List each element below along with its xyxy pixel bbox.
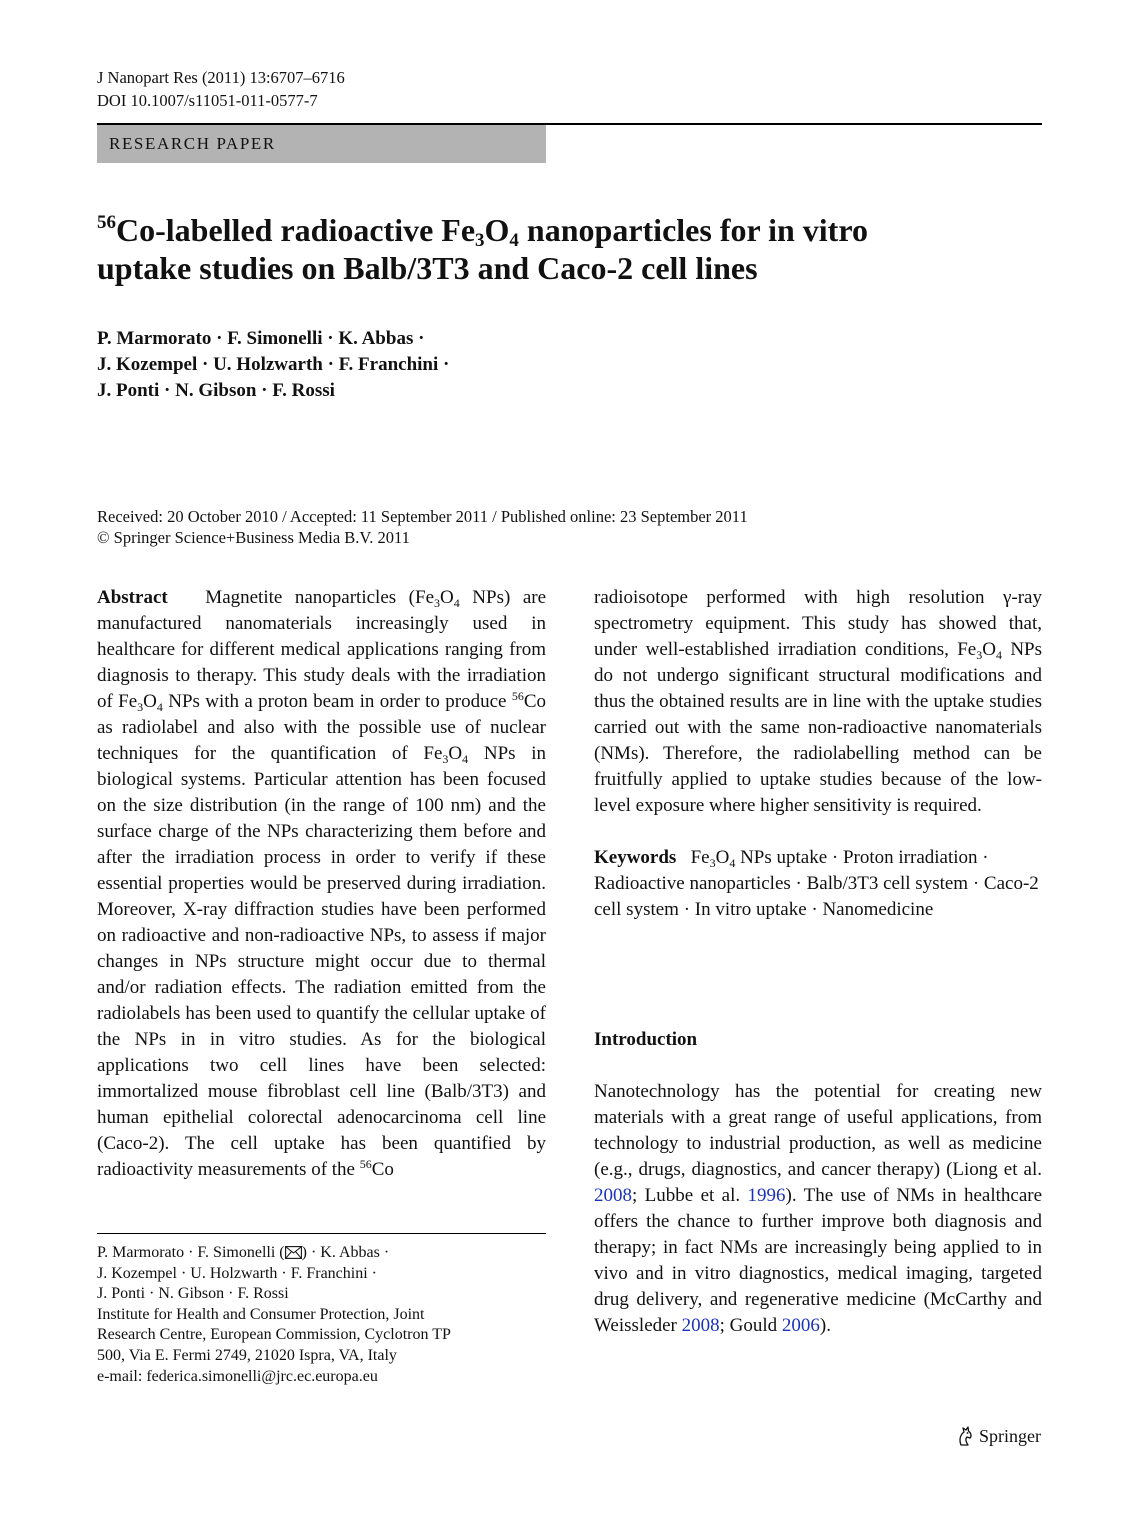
abstract-text: NPs) are manufactured nanomaterials increasingly used in healthcare for different medical applications ranging from diagnosis to therapy. This study deals with the irradiation of Fe: [97, 587, 547, 712]
journal-header: [97, 66, 345, 112]
sub: 4: [462, 752, 469, 766]
sub: 4: [453, 596, 460, 610]
citation-link[interactable]: 1996: [747, 1185, 786, 1206]
sub: 3: [434, 596, 441, 610]
abstract-text: NPs with a proton beam in order to produce: [162, 691, 512, 712]
publisher-name: Springer: [979, 1426, 1041, 1446]
footnote-text: ) · K. Abbas ·: [301, 1244, 390, 1261]
footnote-line: [97, 1243, 546, 1264]
abstract-text: Magnetite nanoparticles (Fe: [205, 587, 435, 608]
sub: 4: [995, 648, 1002, 662]
footnote-line: J. Ponti · N. Gibson · F. Rossi: [97, 1285, 289, 1303]
abstract-text: NPs in biological systems. Particular attention has been focused on the size distribution (in the range of 100 nm) and the surface charge of the NPs characterizing them before and after the irradiation process in order to verify if these essential properties would be preserved during irradiation. Moreover, X-ray diffraction studies have been performed on radioactive and non-radioactive NPs, to assess if major changes in NPs structure might occur due to thermal and/or radiation effects. The radiation emitted from the radiolabels has been used to quantify the cellular uptake of the NPs in in vitro studies. As for the biological applications two cell lines have been selected: immortalized mouse fibroblast cell line (Balb/3T3) and human epithelial colorectal adenocarcinoma cell line (Caco-2). The cell uptake has been quantified by radioactivity measurements of the: [97, 743, 546, 1180]
footnote-line: J. Kozempel · U. Holzwarth · F. Franchini ·: [97, 1264, 377, 1282]
abstract-column-right: [594, 585, 1042, 1339]
intro-text: ).: [819, 1315, 831, 1336]
keyword-text: NPs uptake · Proton irradiation · Radioactive nanoparticles · Balb/3T3 cell system · Caco-2 cell system · In vitro uptake · Nanomedicine: [594, 847, 1039, 920]
sub: 3: [976, 648, 983, 662]
abstract-text: O: [982, 639, 996, 660]
abstract-paragraph: [97, 585, 546, 1183]
abstract-continued: [594, 585, 1042, 819]
sup: 56: [511, 689, 524, 703]
title-part1: Co-labelled radioactive Fe: [116, 212, 476, 248]
sub: 3: [709, 856, 716, 870]
introduction-paragraph: [594, 1079, 1042, 1339]
section-heading-introduction: Introduction: [594, 1029, 698, 1050]
keywords: [594, 845, 1042, 923]
footnote-text: P. Marmorato · F. Simonelli (: [97, 1244, 285, 1261]
section-badge: RESEARCH PAPER: [97, 125, 546, 163]
author-line: P. Marmorato · F. Simonelli · K. Abbas ·: [97, 328, 425, 349]
sub: 3: [442, 752, 449, 766]
title-sub: 3: [475, 230, 485, 251]
citation-link[interactable]: 2008: [594, 1185, 632, 1206]
sub: 4: [156, 700, 163, 714]
title-part2: O: [484, 212, 510, 248]
abstract-text: Co as radiolabel and also with the possible use of nuclear techniques for the quantification of Fe: [97, 691, 547, 764]
copyright-line: © Springer Science+Business Media B.V. 2011: [97, 528, 410, 547]
abstract-label: Abstract: [97, 587, 168, 608]
title-line2: uptake studies on Balb/3T3 and Caco-2 cell lines: [97, 250, 758, 286]
keyword-text: Fe: [690, 847, 710, 868]
publisher-logo: [955, 1424, 1041, 1448]
title-isotope-mass: 56: [97, 212, 116, 233]
author-line: J. Kozempel · U. Holzwarth · F. Franchini ·: [97, 354, 450, 375]
abstract-text: NPs do not undergo significant structural modifications and thus the obtained results are in line with the uptake studies carried out with the same non-radioactive nanomaterials (NMs). Therefore, the radiolabelling method can be fruitfully applied to uptake studies because of the low-level exposure where higher sensitivity is required.: [594, 639, 1042, 816]
sup: 56: [359, 1157, 372, 1171]
footnote-line: Research Centre, European Commission, Cyclotron TP: [97, 1326, 451, 1344]
keyword-text: O: [715, 847, 730, 868]
abstract-text: O: [143, 691, 157, 712]
springer-horse-icon: [955, 1425, 975, 1447]
paper-title: [97, 211, 1042, 287]
footnote-line: Institute for Health and Consumer Protection, Joint: [97, 1305, 425, 1323]
intro-text: ). The use of NMs in healthcare offers the chance to further improve both diagnosis and therapy; in fact NMs are increasingly being applied to in vivo and in vitro diagnostics, medical imaging, targeted drug delivery, and regenerative medicine (McCarthy and Weissleder: [594, 1185, 1043, 1336]
abstract-text: O: [440, 587, 454, 608]
keywords-label: Keywords: [594, 847, 677, 868]
abstract-text: O: [448, 743, 463, 764]
sub: 3: [137, 700, 144, 714]
author-affiliation-footnote: [97, 1243, 546, 1387]
intro-text: ; Lubbe et al.: [632, 1185, 748, 1206]
title-sub: 4: [509, 230, 519, 251]
abstract-column-left: [97, 585, 546, 1183]
intro-text: Nanotechnology has the potential for creating new materials with a great range of useful applications, from technology to industrial production, as well as medicine (e.g., drugs, diagnostics, and cancer therapy) (Liong et al.: [594, 1081, 1042, 1180]
journal-citation: J Nanopart Res (2011) 13:6707–6716: [97, 68, 345, 87]
author-list: [97, 326, 449, 404]
author-line: J. Ponti · N. Gibson · F. Rossi: [97, 380, 335, 401]
citation-link[interactable]: 2006: [781, 1315, 820, 1336]
author-email[interactable]: e-mail: federica.simonelli@jrc.ec.europa.eu: [97, 1367, 378, 1385]
envelope-icon: [285, 1246, 302, 1259]
publication-dates: [97, 506, 748, 548]
date-line: Received: 20 October 2010 / Accepted: 11 September 2011 / Published online: 23 September 2011: [97, 507, 748, 526]
footnote-line: 500, Via E. Fermi 2749, 21020 Ispra, VA, Italy: [97, 1346, 397, 1364]
doi: DOI 10.1007/s11051-011-0577-7: [97, 91, 318, 110]
abstract-co-left: Co: [371, 1159, 394, 1180]
sub: 4: [729, 856, 736, 870]
intro-text: ; Gould: [719, 1315, 782, 1336]
title-part3: nanoparticles for in vitro: [518, 212, 868, 248]
abstract-text: radioisotope performed with high resolution γ-ray spectrometry equipment. This study has showed that, under well-established irradiation conditions, Fe: [594, 587, 1042, 660]
citation-link[interactable]: 2008: [681, 1315, 720, 1336]
footnote-rule: [97, 1233, 546, 1234]
